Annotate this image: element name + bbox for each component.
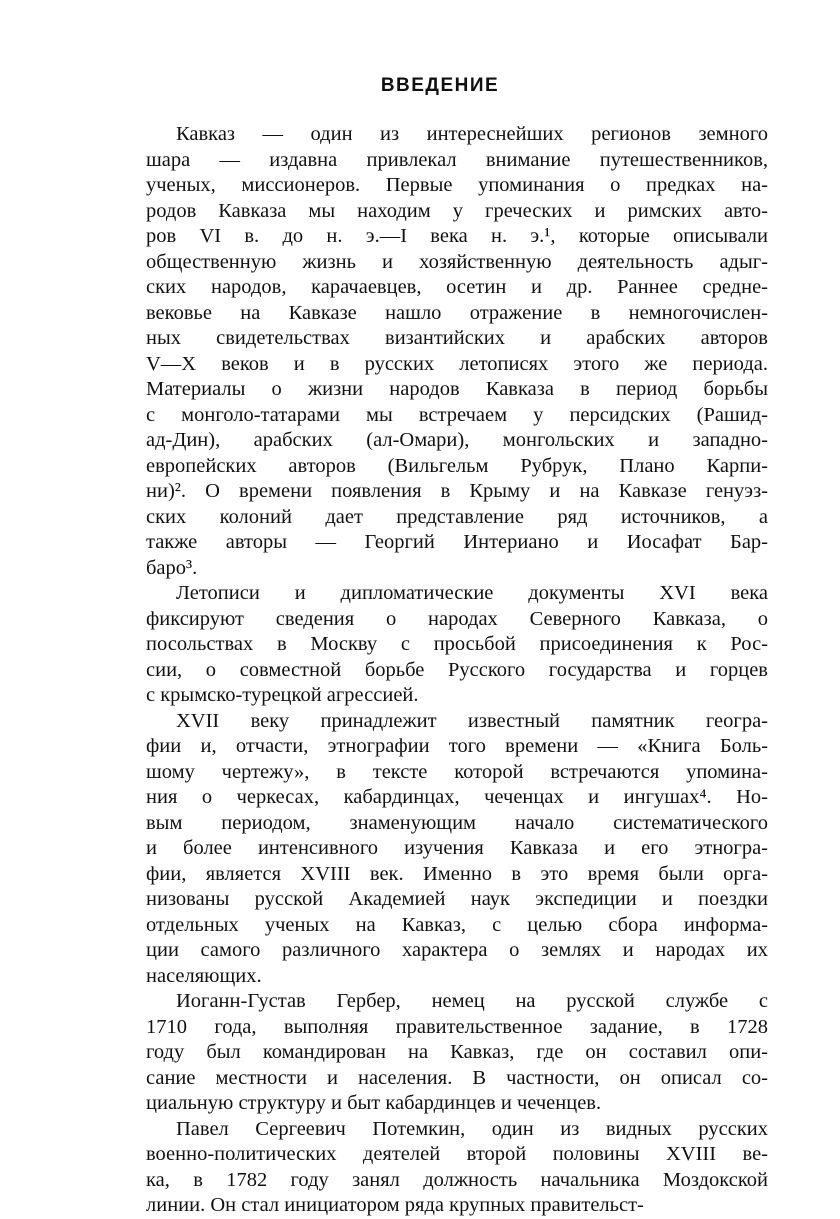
text-line: европейских авторов (Вильгельм Рубрук, Плано Карпи- <box>146 454 768 477</box>
text-line: шара — издавна привлекал внимание путешественников, <box>146 148 768 171</box>
paragraph <box>146 709 768 990</box>
text-line: вековье на Кавказе нашло отражение в немногочислен- <box>146 301 768 324</box>
page-title: ВВЕДЕНИЕ <box>380 75 500 96</box>
text-line: Павел Сергеевич Потемкин, один из видных русских <box>176 1117 768 1140</box>
text-line: году был командирован на Кавказ, где он составил опи- <box>146 1041 768 1063</box>
text-line: фии, является XVIII век. Именно в это время были орга- <box>146 862 768 885</box>
text-line: общественную жизнь и хозяйственную деятельность адыг- <box>146 250 768 273</box>
text-line: ученых, миссионеров. Первые упоминания о предках на- <box>146 174 768 196</box>
text-line: посольствах в Москву с просьбой присоединения к Рос- <box>146 633 768 655</box>
text-line: вым периодом, знаменующим начало систематического <box>146 811 768 834</box>
text-line: военно-политических деятелей второй половины XVIII ве- <box>146 1143 768 1165</box>
text-line: ад-Дин), арабских (ал-Омари), монгольских и западно- <box>146 429 768 451</box>
text-line: и более интенсивного изучения Кавказа и его этногра- <box>146 837 768 859</box>
text-line: циальную структуру и быт кабардинцев и чеченцев. <box>146 1092 602 1114</box>
paragraph <box>146 989 768 1117</box>
text-line: ров VI в. до н. э.—I века н. э.¹, которые описывали <box>146 225 768 247</box>
text-line: ских народов, карачаевцев, осетин и др. Раннее средне- <box>146 276 768 298</box>
body-text <box>146 122 768 1219</box>
text-line: с крымско-турецкой агрессией. <box>146 684 419 706</box>
text-line: с монголо-татарами мы встречаем у персидских (Рашид- <box>146 403 768 426</box>
paragraph <box>146 581 768 709</box>
text-line: родов Кавказа мы находим у греческих и римских авто- <box>146 199 768 222</box>
paragraph <box>146 122 768 581</box>
text-line: Летописи и дипломатические документы XVI века <box>176 582 768 604</box>
text-line: Материалы о жизни народов Кавказа в период борьбы <box>146 378 768 400</box>
text-line: шому чертежу», в тексте которой встречаются упомина- <box>146 760 768 783</box>
text-line: Кавказ — один из интереснейших регионов земного <box>176 123 768 145</box>
text-line: ских колоний дает представление ряд источников, а <box>146 505 768 528</box>
text-line: Иоганн-Густав Гербер, немец на русской службе с <box>176 990 768 1012</box>
text-line: фиксируют сведения о народах Северного Кавказа, о <box>146 607 768 630</box>
text-line: ка, в 1782 году занял должность начальника Моздокской <box>146 1168 768 1191</box>
text-line: населяющих. <box>146 964 262 987</box>
text-line: ни)². О времени появления в Крыму и на Кавказе генуэз- <box>146 480 768 502</box>
text-line: V—X веков и в русских летописях этого же периода. <box>146 352 768 375</box>
text-line: 1710 года, выполняя правительственное задание, в 1728 <box>146 1015 768 1038</box>
text-line: сание местности и населения. В частности, он описал со- <box>146 1066 768 1089</box>
text-line: ных свидетельствах византийских и арабских авторов <box>146 327 768 349</box>
text-line: баро³. <box>146 556 198 579</box>
text-line: низованы русской Академией наук экспедиции и поездки <box>146 888 768 910</box>
text-line: XVII веку принадлежит известный памятник геогра- <box>176 709 768 732</box>
text-line: сии, о совместной борьбе Русского государства и горцев <box>146 658 768 681</box>
text-line: ния о черкесах, кабардинцах, чеченцах и ингушах⁴. Но- <box>146 786 768 808</box>
text-line: фии и, отчасти, этнографии того времени — «Книга Боль- <box>146 735 768 757</box>
text-line: ции самого различного характера о землях и народах их <box>146 939 768 961</box>
text-line: также авторы — Георгий Интериано и Иосафат Бар- <box>146 531 768 553</box>
text-line: отдельных ученых на Кавказ, с целью сбора информа- <box>146 913 768 936</box>
paragraph <box>146 1117 768 1219</box>
text-line: линии. Он стал инициатором ряда крупных правительст- <box>146 1194 644 1216</box>
